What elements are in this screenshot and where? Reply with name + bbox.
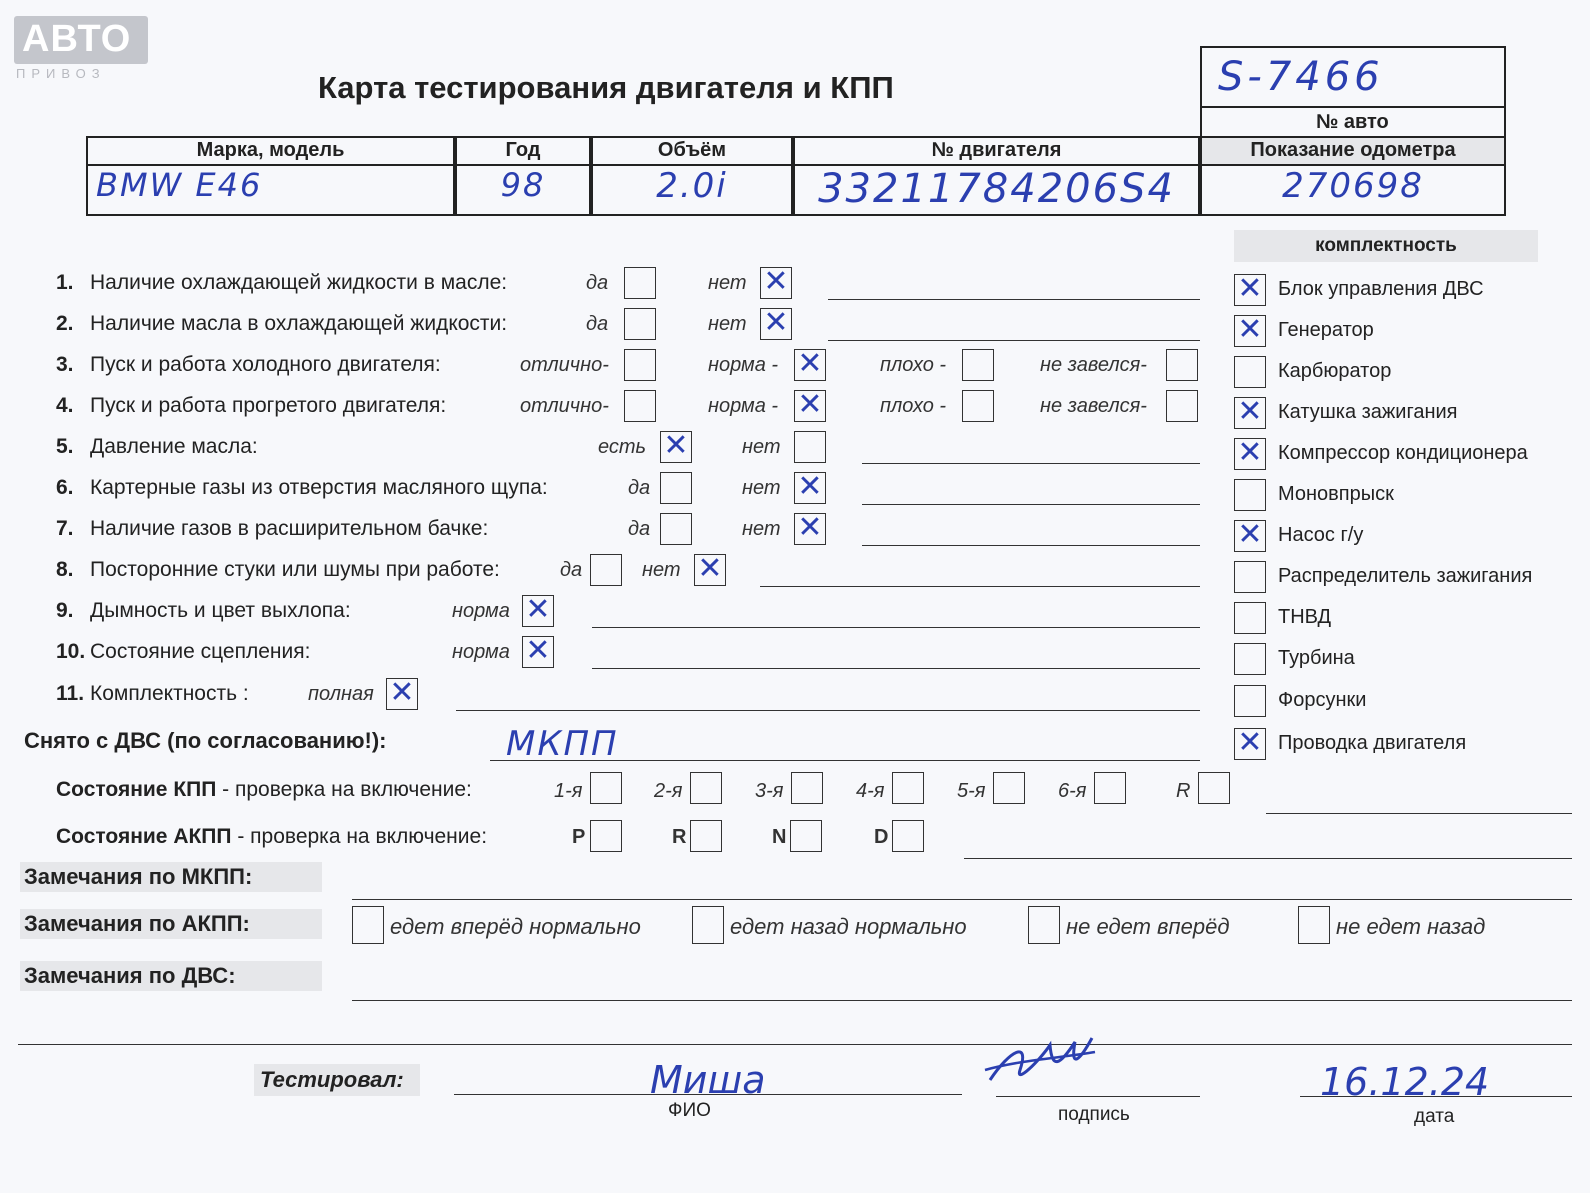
check-mark-icon: ✕ bbox=[697, 551, 723, 586]
completeness-label: Компрессор кондиционера bbox=[1278, 442, 1528, 464]
date-value: 16.12.24 bbox=[1320, 1060, 1490, 1104]
completeness-label: Генератор bbox=[1278, 319, 1374, 341]
completeness-checkbox[interactable] bbox=[1234, 725, 1266, 760]
sign-line bbox=[996, 1096, 1200, 1097]
option-checkbox[interactable] bbox=[624, 267, 656, 299]
removed-value: МКПП bbox=[506, 724, 619, 764]
akpp-remark-checkbox[interactable] bbox=[1298, 906, 1330, 944]
completeness-label: Катушка зажигания bbox=[1278, 401, 1458, 423]
akpp-gear-checkbox[interactable] bbox=[690, 820, 722, 852]
option-label: да bbox=[628, 518, 651, 540]
question-number: 5. bbox=[56, 435, 74, 458]
check-mark-icon: ✕ bbox=[1237, 725, 1263, 760]
option-label: да bbox=[586, 313, 609, 335]
odometer-value: 270698 bbox=[1282, 166, 1424, 206]
check-mark-icon: ✕ bbox=[1237, 517, 1263, 552]
question-text: Давление масла: bbox=[90, 435, 258, 458]
sign-caption: подпись bbox=[1058, 1104, 1130, 1125]
brand-model-label: Марка, модель bbox=[196, 139, 345, 161]
option-checkbox[interactable] bbox=[694, 551, 726, 586]
completeness-checkbox[interactable] bbox=[1234, 435, 1266, 470]
option-checkbox[interactable] bbox=[624, 308, 656, 340]
akpp-gear-checkbox[interactable] bbox=[790, 820, 822, 852]
option-label: нет bbox=[708, 313, 747, 335]
question-text: Дымность и цвет выхлопа: bbox=[90, 599, 351, 622]
completeness-checkbox[interactable] bbox=[1234, 602, 1266, 634]
option-checkbox[interactable] bbox=[522, 592, 554, 627]
option-label: отлично- bbox=[520, 354, 609, 376]
completeness-label: Распределитель зажигания bbox=[1278, 565, 1533, 587]
logo bbox=[14, 16, 148, 64]
comment-line bbox=[862, 504, 1200, 505]
kpp-gear-label: 3-я bbox=[755, 780, 784, 802]
option-label: да bbox=[586, 272, 609, 294]
tested-label: Тестировал: bbox=[254, 1064, 420, 1096]
kpp-gear-checkbox[interactable] bbox=[590, 772, 622, 804]
kpp-gear-checkbox[interactable] bbox=[1198, 772, 1230, 804]
completeness-label: Турбина bbox=[1278, 647, 1355, 669]
akpp-label: Состояние АКПП - проверка на включение: bbox=[56, 825, 488, 848]
option-checkbox[interactable] bbox=[624, 349, 656, 381]
option-label: нет bbox=[742, 436, 781, 458]
akpp-gear-label: D bbox=[874, 826, 889, 848]
kpp-gear-checkbox[interactable] bbox=[690, 772, 722, 804]
signature bbox=[980, 1030, 1100, 1090]
option-checkbox[interactable] bbox=[794, 387, 826, 422]
option-label: да bbox=[628, 477, 651, 499]
option-label: плохо - bbox=[880, 354, 947, 376]
kpp-gear-checkbox[interactable] bbox=[1094, 772, 1126, 804]
engine-number-label: № двигателя bbox=[931, 139, 1062, 161]
option-checkbox[interactable] bbox=[590, 554, 622, 586]
option-label: норма - bbox=[708, 354, 779, 376]
question-number: 4. bbox=[56, 394, 74, 417]
kpp-gear-label: 1-я bbox=[554, 780, 583, 802]
question-number: 11. bbox=[56, 682, 85, 705]
option-label: нет bbox=[742, 518, 781, 540]
completeness-checkbox[interactable] bbox=[1234, 561, 1266, 593]
check-mark-icon: ✕ bbox=[797, 510, 823, 545]
completeness-checkbox[interactable] bbox=[1234, 517, 1266, 552]
completeness-checkbox[interactable] bbox=[1234, 685, 1266, 717]
akpp-remark-checkbox[interactable] bbox=[352, 906, 384, 944]
option-label: норма - bbox=[708, 395, 779, 417]
tester-name: Миша bbox=[650, 1058, 766, 1102]
kpp-gear-label: 5-я bbox=[957, 780, 986, 802]
check-mark-icon: ✕ bbox=[1237, 435, 1263, 470]
completeness-label: Моновпрыск bbox=[1278, 483, 1394, 505]
kpp-gear-label: 6-я bbox=[1058, 780, 1087, 802]
remarks-mkpp-label: Замечания по МКПП: bbox=[20, 862, 322, 892]
completeness-checkbox[interactable] bbox=[1234, 479, 1266, 511]
check-mark-icon: ✕ bbox=[797, 387, 823, 422]
completeness-title: комплектность bbox=[1234, 230, 1538, 262]
option-checkbox[interactable] bbox=[522, 633, 554, 668]
option-checkbox[interactable] bbox=[760, 264, 792, 299]
engine-number-value: 33211784206S4 bbox=[818, 166, 1175, 212]
removed-label: Снято с ДВС (по согласованию!): bbox=[24, 728, 387, 753]
option-label: не завелся- bbox=[1040, 395, 1147, 417]
akpp-remark-label: не едет назад bbox=[1336, 914, 1486, 939]
comment-line bbox=[862, 463, 1200, 464]
check-mark-icon: ✕ bbox=[797, 346, 823, 381]
question-text: Наличие охлаждающей жидкости в масле: bbox=[90, 271, 508, 294]
brand-model-value: BMW E46 bbox=[96, 166, 263, 204]
completeness-label: Проводка двигателя bbox=[1278, 732, 1467, 754]
question-text: Состояние сцепления: bbox=[90, 640, 311, 663]
option-label: нет bbox=[708, 272, 747, 294]
kpp-gear-label: 4-я bbox=[856, 780, 885, 802]
question-text: Наличие масла в охлаждающей жидкости: bbox=[90, 312, 508, 335]
year-label: Год bbox=[505, 139, 541, 161]
check-mark-icon: ✕ bbox=[1237, 271, 1263, 306]
comment-line bbox=[592, 668, 1200, 669]
comment-line bbox=[592, 627, 1200, 628]
check-mark-icon: ✕ bbox=[663, 428, 689, 463]
option-checkbox[interactable] bbox=[660, 513, 692, 545]
remarks-extra-line bbox=[18, 1044, 1572, 1045]
option-checkbox[interactable] bbox=[794, 510, 826, 545]
option-label: норма bbox=[452, 600, 510, 622]
kpp-gear-label: 2-я bbox=[654, 780, 683, 802]
option-checkbox[interactable] bbox=[660, 472, 692, 504]
completeness-label: ТНВД bbox=[1278, 606, 1332, 628]
option-label: да bbox=[560, 559, 583, 581]
check-mark-icon: ✕ bbox=[1237, 394, 1263, 429]
akpp-remark-label: не едет вперёд bbox=[1066, 914, 1230, 939]
option-label: полная bbox=[308, 683, 374, 705]
remarks-dvs-label: Замечания по ДВС: bbox=[20, 961, 322, 991]
completeness-label: Карбюратор bbox=[1278, 360, 1392, 382]
completeness-checkbox[interactable] bbox=[1234, 643, 1266, 675]
removed-line bbox=[490, 760, 1200, 761]
option-checkbox[interactable] bbox=[386, 675, 418, 710]
logo-sub: ПРИВОЗ bbox=[16, 66, 106, 81]
question-text: Пуск и работа холодного двигателя: bbox=[90, 353, 441, 376]
check-mark-icon: ✕ bbox=[389, 675, 415, 710]
odometer-label: Показание одометра bbox=[1250, 139, 1456, 161]
completeness-label: Блок управления ДВС bbox=[1278, 278, 1484, 300]
akpp-remark-checkbox[interactable] bbox=[692, 906, 724, 944]
akpp-remark-label: едет назад нормально bbox=[730, 914, 967, 939]
kpp-gear-label: R bbox=[1176, 780, 1191, 802]
check-mark-icon: ✕ bbox=[1237, 312, 1263, 347]
option-checkbox[interactable] bbox=[962, 349, 994, 381]
akpp-remark-checkbox[interactable] bbox=[1028, 906, 1060, 944]
question-number: 7. bbox=[56, 517, 74, 540]
comment-line bbox=[456, 710, 1200, 711]
option-checkbox[interactable] bbox=[1166, 349, 1198, 381]
volume-value: 2.0i bbox=[656, 166, 728, 206]
completeness-checkbox[interactable] bbox=[1234, 394, 1266, 429]
kpp-gear-checkbox[interactable] bbox=[892, 772, 924, 804]
option-label: нет bbox=[742, 477, 781, 499]
completeness-checkbox[interactable] bbox=[1234, 356, 1266, 388]
question-number: 2. bbox=[56, 312, 74, 335]
akpp-gear-label: N bbox=[772, 826, 787, 848]
check-mark-icon: ✕ bbox=[763, 264, 789, 299]
option-checkbox[interactable] bbox=[660, 428, 692, 463]
akpp-gear-label: R bbox=[672, 826, 687, 848]
fio-line bbox=[454, 1094, 962, 1095]
remarks-dvs-line bbox=[352, 1000, 1572, 1001]
check-mark-icon: ✕ bbox=[763, 305, 789, 340]
question-text: Комплектность : bbox=[90, 682, 249, 705]
check-mark-icon: ✕ bbox=[525, 592, 551, 627]
comment-line bbox=[760, 586, 1200, 587]
option-label: норма bbox=[452, 641, 510, 663]
option-checkbox[interactable] bbox=[794, 346, 826, 381]
date-line bbox=[1300, 1096, 1572, 1097]
check-mark-icon: ✕ bbox=[797, 469, 823, 504]
comment-line bbox=[862, 545, 1200, 546]
remarks-mkpp-line bbox=[352, 899, 1572, 900]
option-label: нет bbox=[642, 559, 681, 581]
kpp-line bbox=[1266, 813, 1572, 814]
option-label: не завелся- bbox=[1040, 354, 1147, 376]
question-number: 8. bbox=[56, 558, 74, 581]
auto-number-value: S-7466 bbox=[1218, 54, 1384, 100]
akpp-line bbox=[964, 858, 1572, 859]
kpp-gear-checkbox[interactable] bbox=[791, 772, 823, 804]
option-label: плохо - bbox=[880, 395, 947, 417]
comment-line bbox=[828, 340, 1200, 341]
year-value: 98 bbox=[500, 166, 546, 204]
option-checkbox[interactable] bbox=[794, 431, 826, 463]
question-text: Посторонние стуки или шумы при работе: bbox=[90, 558, 500, 581]
option-label: отлично- bbox=[520, 395, 609, 417]
remarks-akpp-label: Замечания по АКПП: bbox=[20, 909, 322, 939]
volume-label: Объём bbox=[657, 139, 727, 161]
comment-line bbox=[828, 299, 1200, 300]
option-checkbox[interactable] bbox=[794, 469, 826, 504]
logo-main: АВТО bbox=[22, 18, 132, 60]
option-checkbox[interactable] bbox=[760, 305, 792, 340]
check-mark-icon: ✕ bbox=[525, 633, 551, 668]
question-number: 10. bbox=[56, 640, 86, 663]
auto-number-label: № авто bbox=[1316, 111, 1389, 133]
page-title: Карта тестирования двигателя и КПП bbox=[318, 70, 894, 105]
akpp-gear-checkbox[interactable] bbox=[892, 820, 924, 852]
question-number: 6. bbox=[56, 476, 74, 499]
akpp-remark-label: едет вперёд нормально bbox=[390, 914, 641, 939]
completeness-checkbox[interactable] bbox=[1234, 312, 1266, 347]
completeness-checkbox[interactable] bbox=[1234, 271, 1266, 306]
option-checkbox[interactable] bbox=[1166, 390, 1198, 422]
akpp-gear-label: P bbox=[572, 826, 586, 848]
question-number: 3. bbox=[56, 353, 74, 376]
akpp-gear-checkbox[interactable] bbox=[590, 820, 622, 852]
date-caption: дата bbox=[1414, 1106, 1455, 1127]
question-text: Наличие газов в расширительном бачке: bbox=[90, 517, 489, 540]
option-checkbox[interactable] bbox=[624, 390, 656, 422]
kpp-label: Состояние КПП - проверка на включение: bbox=[56, 778, 472, 801]
option-checkbox[interactable] bbox=[962, 390, 994, 422]
question-text: Пуск и работа прогретого двигателя: bbox=[90, 394, 447, 417]
option-label: есть bbox=[598, 436, 647, 458]
kpp-gear-checkbox[interactable] bbox=[993, 772, 1025, 804]
question-number: 1. bbox=[56, 271, 74, 294]
completeness-label: Насос г/у bbox=[1278, 524, 1364, 546]
question-text: Картерные газы из отверстия масляного щупа: bbox=[90, 476, 548, 499]
fio-caption: ФИО bbox=[668, 1100, 711, 1121]
completeness-label: Форсунки bbox=[1278, 689, 1367, 711]
question-number: 9. bbox=[56, 599, 74, 622]
